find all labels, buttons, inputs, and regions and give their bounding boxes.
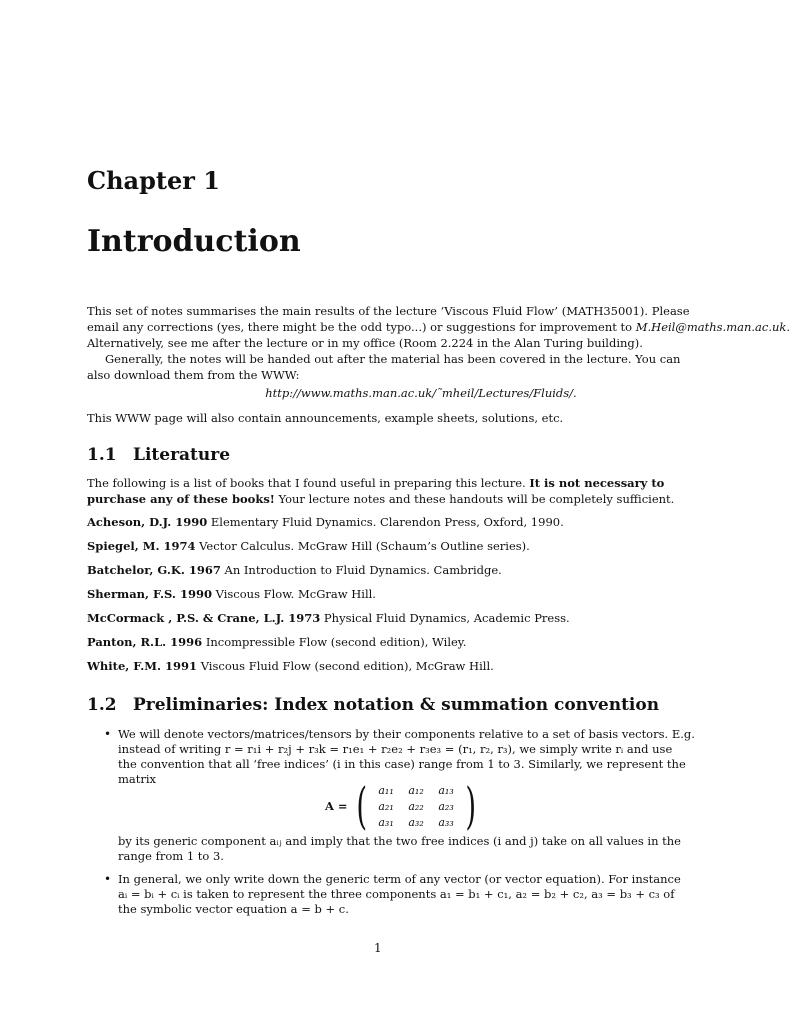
reference-author: Spiegel, M. 1974 bbox=[87, 539, 196, 553]
literature-intro bbox=[87, 475, 755, 507]
literature-line bbox=[87, 475, 755, 491]
matrix-entry: a₃₂ bbox=[408, 815, 424, 829]
literature-text: Your lecture notes and these handouts will be completely sufficient. bbox=[274, 492, 675, 506]
left-paren-icon: ( bbox=[355, 777, 367, 835]
section-title: Literature bbox=[133, 445, 231, 465]
bullet-line: the convention that all ‘free indices’ (i in this case) range from 1 to 3. Similarly, we represent the bbox=[118, 757, 686, 771]
matrix-equation bbox=[325, 777, 481, 835]
url-block bbox=[87, 385, 755, 401]
reference-item bbox=[87, 539, 530, 553]
section-heading-preliminaries bbox=[87, 695, 659, 715]
intro-line: This set of notes summarises the main results of the lecture ‘Viscous Fluid Flow’ (MATH35001). Please bbox=[87, 304, 690, 318]
intro-line: Generally, the notes will be handed out after the material has been covered in the lecture. You can bbox=[105, 352, 681, 366]
intro-text: . bbox=[786, 320, 790, 334]
reference-text: Incompressible Flow (second edition), Wiley. bbox=[205, 635, 467, 649]
literature-emphasis: It is not necessary to bbox=[529, 476, 665, 490]
intro-closing bbox=[87, 410, 755, 426]
email-link[interactable]: M.Heil@maths.man.ac.uk bbox=[635, 320, 787, 334]
section-title: Preliminaries: Index notation & summation convention bbox=[133, 695, 660, 715]
reference-item bbox=[87, 659, 494, 673]
matrix-entry: a₂₂ bbox=[408, 799, 424, 813]
reference-text: An Introduction to Fluid Dynamics. Cambridge. bbox=[224, 563, 502, 577]
bullet-line: In general, we only write down the generic term of any vector (or vector equation). For instance bbox=[118, 872, 681, 886]
intro-line: Alternatively, see me after the lecture or in my office (Room 2.224 in the Alan Turing building). bbox=[87, 336, 643, 350]
intro-line bbox=[87, 319, 790, 335]
intro-paragraph bbox=[87, 303, 790, 383]
reference-author: Panton, R.L. 1996 bbox=[87, 635, 203, 649]
reference-text: Vector Calculus. McGraw Hill (Schaum’s Outline series). bbox=[199, 539, 530, 553]
literature-text: The following is a list of books that I found useful in preparing this lecture. bbox=[87, 476, 530, 490]
reference-text: Viscous Fluid Flow (second edition), McGraw Hill. bbox=[200, 659, 494, 673]
section-heading-literature bbox=[87, 445, 230, 465]
bullet-line: range from 1 to 3. bbox=[118, 849, 224, 863]
matrix-entry: a₁₁ bbox=[378, 783, 394, 797]
reference-text: Viscous Flow. McGraw Hill. bbox=[215, 587, 376, 601]
bullet-line: aᵢ = bᵢ + cᵢ is taken to represent the three components a₁ = b₁ + c₁, a₂ = b₂ + c₂, a₃ = b₃ + c₃ of bbox=[118, 887, 675, 901]
bullet-item-continuation bbox=[118, 834, 758, 864]
intro-text: email any corrections (yes, there might be the odd typo...) or suggestions for improvement to bbox=[87, 320, 636, 334]
matrix-entry: a₁₃ bbox=[438, 783, 454, 797]
chapter-title: Introduction bbox=[87, 224, 301, 259]
bullet-icon: • bbox=[104, 727, 112, 741]
reference-text: Physical Fluid Dynamics, Academic Press. bbox=[323, 611, 570, 625]
bullet-item-generic-term bbox=[118, 872, 758, 917]
bullet-line: matrix bbox=[118, 772, 157, 786]
reference-author: Batchelor, G.K. 1967 bbox=[87, 563, 221, 577]
right-paren-icon: ) bbox=[465, 777, 477, 835]
reference-item bbox=[87, 635, 466, 649]
matrix-entry: a₂₃ bbox=[438, 799, 454, 813]
literature-emphasis: purchase any of these books! bbox=[87, 492, 275, 506]
matrix-entry: a₁₂ bbox=[408, 783, 424, 797]
matrix-grid bbox=[371, 783, 461, 830]
reference-item bbox=[87, 515, 564, 529]
matrix-entry: a₃₁ bbox=[378, 815, 394, 829]
page-number: 1 bbox=[374, 941, 382, 955]
bullet-line: by its generic component aᵢⱼ and imply that the two free indices (i and j) take on all values in the bbox=[118, 834, 681, 848]
reference-author: White, F.M. 1991 bbox=[87, 659, 198, 673]
literature-line bbox=[87, 491, 755, 507]
bullet-line: We will denote vectors/matrices/tensors by their components relative to a set of basis vectors. E.g. bbox=[118, 727, 695, 741]
reference-text: Elementary Fluid Dynamics. Clarendon Press, Oxford, 1990. bbox=[210, 515, 564, 529]
matrix-entry: a₃₃ bbox=[438, 815, 454, 829]
bullet-line: the symbolic vector equation a = b + c. bbox=[118, 902, 349, 916]
matrix-lhs: A = bbox=[325, 799, 348, 813]
bullet-line: instead of writing r = r₁i + r₂j + r₃k = r₁e₁ + r₂e₂ + r₃e₃ = (r₁, r₂, r₃), we simply write rᵢ and use bbox=[118, 742, 673, 756]
chapter-label: Chapter 1 bbox=[87, 166, 220, 195]
reference-item bbox=[87, 587, 376, 601]
reference-author: McCormack , P.S. & Crane, L.J. 1973 bbox=[87, 611, 321, 625]
intro-line: also download them from the WWW: bbox=[87, 368, 300, 382]
section-number: 1.1 bbox=[87, 445, 117, 465]
reference-author: Sherman, F.S. 1990 bbox=[87, 587, 212, 601]
section-number: 1.2 bbox=[87, 695, 117, 715]
bullet-item-index-notation bbox=[118, 727, 758, 787]
matrix-entry: a₂₁ bbox=[378, 799, 394, 813]
reference-item bbox=[87, 563, 502, 577]
lecture-url-link[interactable]: http://www.maths.man.ac.uk/˜mheil/Lectures/Fluids/. bbox=[265, 386, 577, 400]
bullet-icon: • bbox=[104, 872, 112, 886]
intro-line: This WWW page will also contain announcements, example sheets, solutions, etc. bbox=[87, 411, 564, 425]
reference-author: Acheson, D.J. 1990 bbox=[87, 515, 208, 529]
reference-item bbox=[87, 611, 570, 625]
